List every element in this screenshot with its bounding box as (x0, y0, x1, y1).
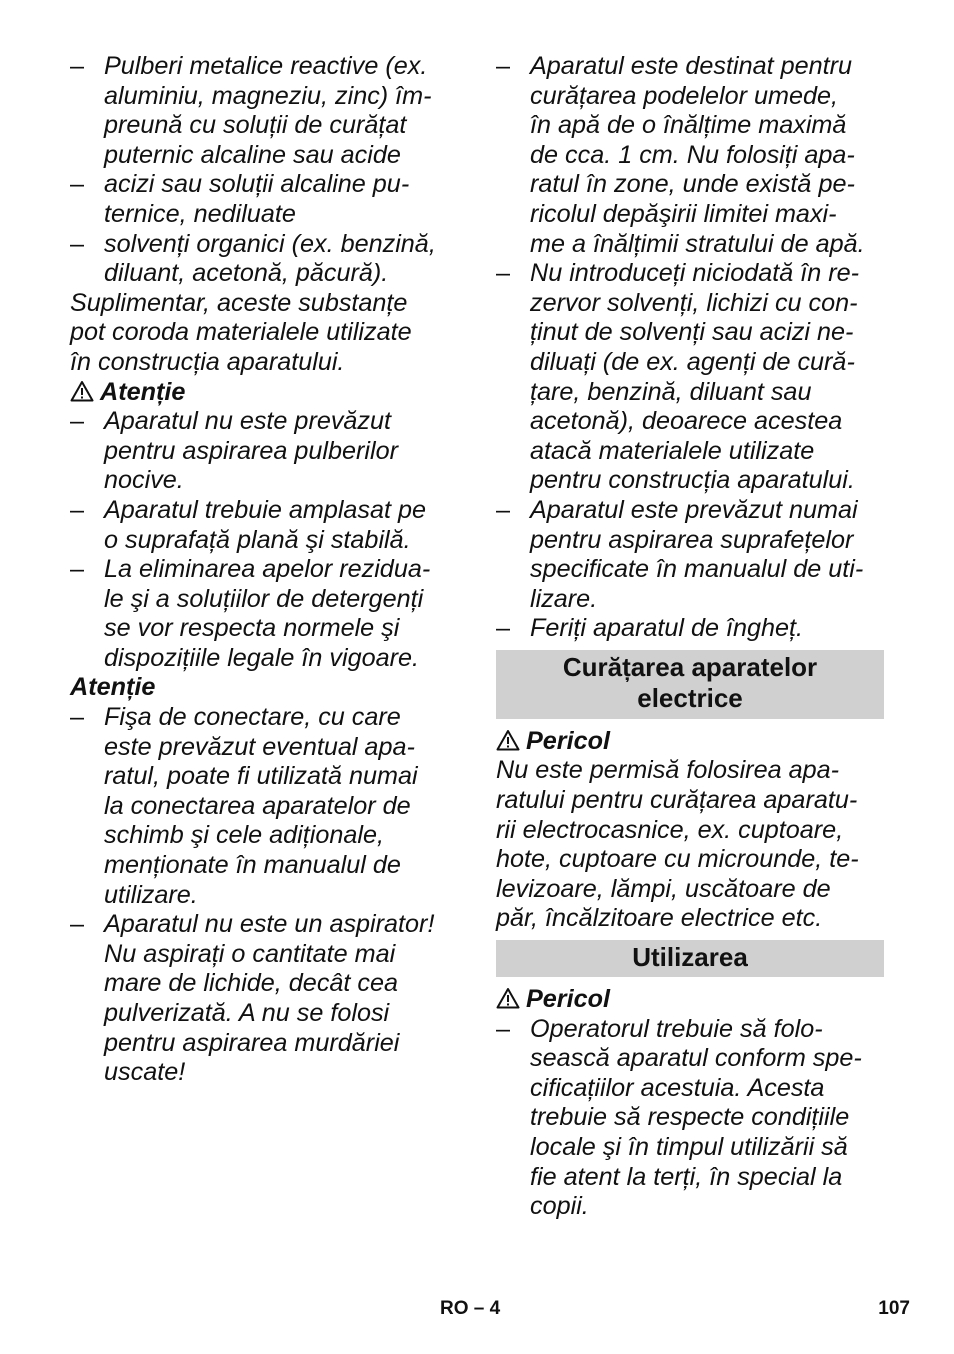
text-line: zervor solvenți, lichizi cu con- (530, 288, 858, 317)
warning-triangle-icon (70, 380, 94, 402)
text-line: utilizare. (104, 880, 198, 909)
dash-bullet: – (70, 495, 85, 524)
dash-bullet: – (70, 407, 85, 436)
bullet-item (496, 52, 884, 259)
warning-label: Atenție (70, 378, 460, 408)
text-line: rii electrocasnice, ex. cuptoare, (496, 815, 844, 844)
text-line: pot coroda materialele utilizate (70, 318, 412, 347)
text-line: puternic alcaline sau acide (104, 140, 401, 169)
text-line: – Aparatul este destinat pentru (496, 52, 853, 80)
bullet-item (496, 1015, 884, 1222)
text-line: lizare. (530, 584, 598, 613)
section-heading (496, 940, 884, 977)
text-line: – Aparatul nu este prevăzut (70, 407, 392, 436)
text-line: sească aparatul conform spe- (530, 1044, 862, 1073)
text-line: specificate în manualul de uti- (530, 555, 864, 584)
text-line: în construcția aparatului. (70, 347, 345, 376)
right-column (496, 52, 884, 1222)
danger-label: Pericol (496, 727, 884, 757)
text-line: – Aparatul trebuie amplasat pe (70, 495, 427, 524)
text-line: – Pulberi metalice reactive (ex. (70, 52, 428, 80)
text-line: dispozițiile legale în vigoare. (104, 643, 420, 672)
text-line: pulverizată. A nu se folosi (104, 999, 390, 1027)
warning-label: Atenție (70, 673, 156, 702)
text-line: țare, benzină, diluant sau (530, 377, 812, 406)
text-line: Nu este permisă folosirea apa- (496, 756, 839, 785)
text-line: este prevăzut eventual apa- (104, 732, 415, 761)
text-line: – acizi sau soluții alcaline pu- (70, 170, 410, 199)
text-line: trebuie să respecte condițiile (530, 1103, 850, 1132)
dash-bullet: – (70, 703, 85, 732)
text-line: de cca. 1 cm. Nu folosiți apa- (530, 140, 855, 169)
dash-bullet: – (496, 1014, 511, 1043)
left-column (70, 52, 460, 1088)
text-line: curățarea podelelor umede, (530, 81, 839, 110)
text-line: la conectarea aparatelor de (104, 791, 411, 820)
paragraph (496, 756, 884, 934)
text-line: atacă materialele utilizate (530, 436, 815, 465)
dash-bullet: – (496, 259, 511, 288)
text-line: fie atent la terți, în special la (530, 1162, 843, 1191)
paragraph (70, 289, 460, 378)
bullet-item (496, 614, 884, 644)
bullet-item (70, 52, 460, 170)
section-heading (496, 650, 884, 719)
text-line: – Aparatul nu este un aspirator! (70, 910, 435, 939)
text-line: ternice, nediluate (104, 199, 296, 228)
warning-triangle-icon (496, 729, 520, 751)
text-line: copii. (530, 1192, 589, 1221)
text-line: le şi a soluțiilor de detergenți (104, 584, 424, 613)
text-line: ricolul depăşirii limitei maxi- (530, 199, 837, 228)
footer-section-label: RO – 4 (440, 1298, 501, 1319)
text-line: – Fişa de conectare, cu care (70, 703, 401, 732)
text-line: – Aparatul este prevăzut numai (496, 495, 858, 524)
text-line: diluant, acetonă, păcură). (104, 259, 389, 288)
bullet-item (70, 170, 460, 229)
text-line: – La eliminarea apelor rezidua- (70, 555, 431, 584)
text-line: Nu aspirați o cantitate mai (104, 939, 396, 968)
dash-bullet: – (496, 495, 511, 524)
page-number: 107 (878, 1298, 910, 1319)
dash-bullet: – (496, 52, 511, 80)
text-line: ratului pentru curățarea aparatu- (496, 786, 858, 815)
text-line: acetonă), deoarece acestea (530, 407, 843, 436)
bullet-item (70, 230, 460, 289)
text-line: ratul, poate fi utilizată numai (104, 762, 418, 791)
text-line: – Feriți aparatul de îngheț. (496, 614, 804, 643)
bullet-item (70, 703, 460, 910)
text-line: aluminiu, magneziu, zinc) îm- (104, 81, 432, 110)
text-line: ținut de solvenți sau acizi ne- (530, 318, 854, 347)
heading-line: Curățarea aparatelor (562, 651, 818, 682)
text-line: schimb şi cele adiționale, (104, 821, 385, 850)
bullet-item (70, 496, 460, 555)
text-line: preună cu soluții de curățat (104, 111, 407, 140)
dash-bullet: – (70, 555, 85, 584)
heading-line: electrice (637, 682, 743, 713)
text-line: în apă de o înălțime maximă (530, 111, 847, 140)
dash-bullet: – (70, 52, 85, 80)
dash-bullet: – (70, 229, 85, 258)
dash-bullet: – (70, 170, 85, 199)
text-line: – Nu introduceți niciodată în re- (496, 259, 860, 288)
bullet-item (496, 259, 884, 496)
bullet-item (496, 496, 884, 614)
bullet-item (70, 910, 460, 1088)
text-line: pentru construcția aparatului. (530, 466, 855, 495)
text-line: nocive. (104, 466, 184, 495)
heading-line: Utilizarea (632, 942, 748, 973)
text-line: pentru aspirarea suprafețelor (530, 525, 854, 554)
danger-label: Pericol (496, 985, 884, 1015)
text-line: pentru aspirarea murdăriei (104, 1028, 400, 1057)
text-line: – solvenți organici (ex. benzină, (70, 229, 436, 258)
text-line: cificațiilor acestuia. Acesta (530, 1073, 825, 1102)
text-line: levizoare, lămpi, uscătoare de (496, 874, 831, 903)
text-line: o suprafață plană şi stabilă. (104, 525, 411, 554)
dash-bullet: – (496, 614, 511, 643)
text-line: – Operatorul trebuie să folo- (496, 1014, 823, 1043)
text-line: locale şi în timpul utilizării să (530, 1133, 848, 1161)
bullet-item (70, 555, 460, 673)
warning-triangle-icon (496, 987, 520, 1009)
text-line: se vor respecta normele şi (104, 614, 400, 643)
dash-bullet: – (70, 910, 85, 939)
text-line: me a înălțimii stratului de apă. (530, 229, 865, 258)
text-line: menționate în manualul de (104, 851, 401, 880)
text-line: pentru aspirarea pulberilor (104, 436, 399, 465)
text-line: mare de lichide, decât cea (104, 969, 399, 998)
text-line: uscate! (104, 1058, 186, 1087)
bullet-item (70, 407, 460, 496)
text-line: diluați (de ex. agenți de cură- (530, 347, 855, 376)
text-line: păr, încălzitoare electrice etc. (496, 904, 823, 933)
text-line: ratul în zone, unde există pe- (530, 170, 855, 199)
text-line: Suplimentar, aceste substanțe (70, 288, 408, 317)
text-line: hote, cuptoare cu microunde, te- (496, 845, 859, 874)
